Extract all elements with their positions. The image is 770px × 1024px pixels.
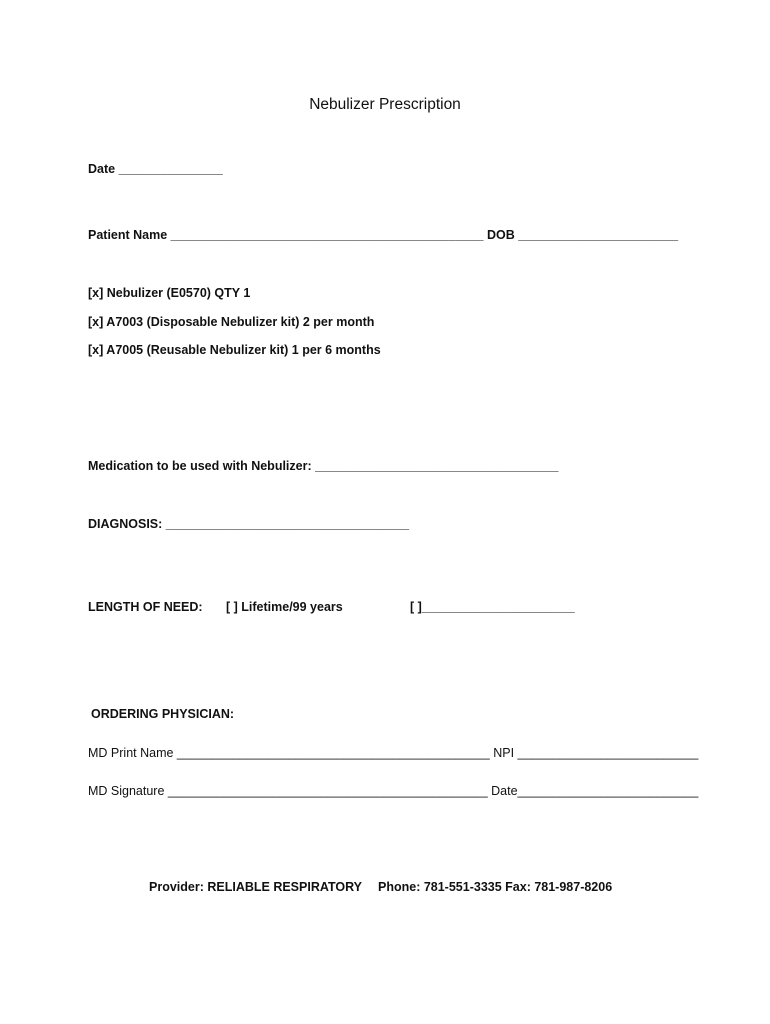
page-title: Nebulizer Prescription <box>309 96 461 113</box>
md-print-name-npi-field[interactable]: MD Print Name _____________________________________________ NPI __________________________ <box>88 746 699 760</box>
date-field[interactable]: Date _______________ <box>88 162 223 176</box>
item-a7005: [x] A7005 (Reusable Nebulizer kit) 1 per 6 months <box>88 343 381 357</box>
md-signature-date-field[interactable]: MD Signature ______________________________________________ Date__________________________ <box>88 784 699 798</box>
length-of-need-label: LENGTH OF NEED: <box>88 600 203 614</box>
diagnosis-field[interactable]: DIAGNOSIS: ___________________________________ <box>88 517 410 531</box>
ordering-physician-heading: ORDERING PHYSICIAN: <box>91 707 235 721</box>
medication-field[interactable]: Medication to be used with Nebulizer: ___________________________________ <box>88 459 559 473</box>
patient-name-dob-field[interactable]: Patient Name _____________________________________________ DOB _______________________ <box>88 228 679 242</box>
footer-contact: Phone: 781-551-3335 Fax: 781-987-8206 <box>378 880 613 894</box>
item-nebulizer: [x] Nebulizer (E0570) QTY 1 <box>88 286 251 300</box>
item-a7003: [x] A7003 (Disposable Nebulizer kit) 2 per month <box>88 315 375 329</box>
lifetime-checkbox[interactable]: [ ] Lifetime/99 years <box>226 600 343 614</box>
footer-provider: Provider: RELIABLE RESPIRATORY <box>149 880 362 894</box>
other-length-field[interactable]: [ ]______________________ <box>410 600 575 614</box>
